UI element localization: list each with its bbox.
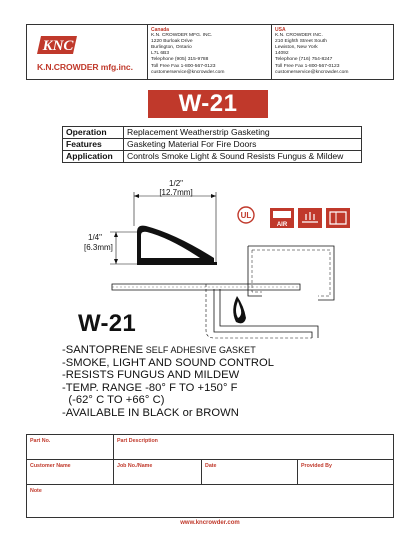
- usa-email: customerservice@kncrowder.com: [275, 69, 349, 75]
- canada-address: [147, 25, 272, 79]
- form-row: [27, 435, 393, 460]
- usa-line: 14092: [275, 51, 289, 57]
- air-text: AIR: [276, 222, 288, 228]
- canada-line: 1220 Burloak Drive: [151, 39, 193, 45]
- spec-key: Operation: [63, 127, 124, 139]
- table-row: [63, 127, 362, 139]
- canada-line: Telephone (905) 315-9788: [151, 57, 209, 63]
- usa-line: Lewiston, New York: [275, 45, 318, 51]
- canada-label: Canada: [151, 27, 170, 33]
- usa-label: USA: [275, 27, 286, 33]
- spec-value: Controls Smoke Light & Sound Resists Fungus & Mildew: [124, 151, 362, 163]
- company-name: K.N.CROWDER mfg.inc.: [37, 62, 133, 72]
- features-list: [62, 344, 274, 420]
- note-label: Note: [30, 488, 42, 494]
- canada-email: customerservice@kncrowder.com: [151, 69, 225, 75]
- spec-key: Features: [63, 139, 124, 151]
- list-item: -AVAILABLE IN BLACK or BROWN: [62, 406, 239, 419]
- smoke-seal-icon: [298, 208, 322, 228]
- gasket-drawing: [0, 170, 420, 340]
- list-item: -RESISTS FUNGUS AND MILDEW: [62, 369, 240, 382]
- website-footer[interactable]: www.kncrowder.com: [180, 520, 240, 526]
- list-item: [62, 344, 274, 357]
- model-number: W-21: [78, 310, 137, 337]
- date-label: Date: [205, 463, 217, 469]
- air-icon: [270, 208, 294, 228]
- list-item: (-62° C TO +66° C): [62, 394, 165, 407]
- width-inch-label: 1/2": [169, 179, 183, 188]
- usa-line: 210 Eighth Street South: [275, 39, 327, 45]
- canada-line: K.N. CROWDER MFG. INC.: [151, 33, 213, 39]
- width-mm-label: [12.7mm]: [159, 188, 193, 197]
- usa-line: Toll Free Fax 1-800-567-0123: [275, 63, 340, 69]
- form-row: [27, 460, 393, 485]
- usa-address: [271, 25, 394, 79]
- spec-value: Gasketing Material For Fire Doors: [124, 139, 362, 151]
- knc-logo-icon: [37, 32, 81, 58]
- list-item: -SMOKE, LIGHT AND SOUND CONTROL: [62, 356, 275, 369]
- feature-material-detail: SELF ADHESIVE GASKET: [143, 345, 256, 355]
- height-inch-label: 1/4": [88, 233, 102, 242]
- header: [26, 24, 394, 80]
- usa-line: Telephone (716) 754-8247: [275, 57, 333, 63]
- logo-cell: [27, 25, 147, 79]
- part-description-label: Part Description: [117, 438, 158, 444]
- canada-line: Burlington, Ontario: [151, 45, 192, 51]
- customer-name-label: Customer Name: [30, 463, 71, 469]
- ul-text: UL: [240, 211, 252, 220]
- provided-by-label: Provided By: [301, 463, 332, 469]
- height-mm-label: [6.3mm]: [84, 243, 113, 252]
- certification-icons: [236, 202, 356, 232]
- usa-line: K.N. CROWDER INC.: [275, 33, 323, 39]
- order-form: [26, 434, 394, 518]
- product-title-banner: W-21: [148, 90, 268, 118]
- spec-table: [62, 126, 362, 163]
- table-row: [63, 139, 362, 151]
- job-no-name-label: Job No./Name: [117, 463, 153, 469]
- part-no-label: Part No.: [30, 438, 51, 444]
- list-item: -TEMP. RANGE -80° F TO +150° F: [62, 381, 238, 394]
- ul-icon: [238, 207, 254, 223]
- table-row: [63, 151, 362, 163]
- canada-line: L7L 6B3: [151, 51, 170, 57]
- spec-key: Application: [63, 151, 124, 163]
- logo-text: KNC: [42, 38, 74, 54]
- spec-value: Replacement Weatherstrip Gasketing: [124, 127, 362, 139]
- canada-line: Toll Free Fax 1-800-567-0123: [151, 63, 216, 69]
- door-seal-icon: [326, 208, 350, 228]
- feature-material: -SANTOPRENE: [62, 344, 144, 356]
